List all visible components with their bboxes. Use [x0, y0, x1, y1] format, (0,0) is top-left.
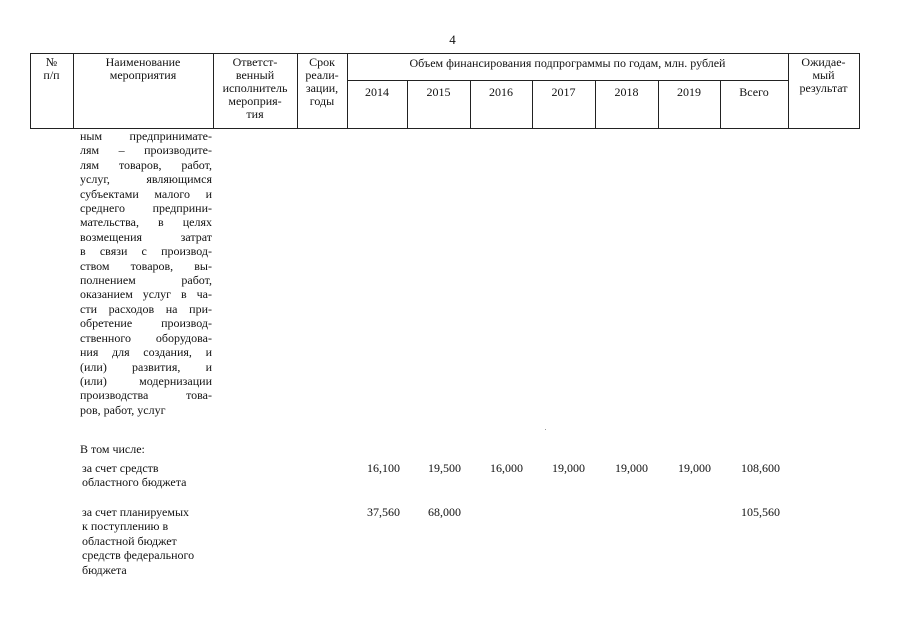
description-line: производства това-	[80, 388, 212, 403]
page-number: 4	[449, 32, 456, 47]
row-label-line: областного бюджета	[82, 475, 187, 490]
year-2018: 2018	[614, 85, 639, 99]
header-text: мый	[812, 68, 835, 82]
description-line: возмещения затрат	[80, 229, 212, 244]
description-line: обретение производ-	[80, 316, 212, 331]
header-text: венный	[235, 68, 275, 82]
year-total: Всего	[739, 85, 769, 99]
header-text: зации,	[305, 81, 339, 95]
header-text: Ожидае-	[801, 55, 846, 69]
row-label-line: за счет планируемых	[82, 505, 190, 519]
description-line: среднего предприни-	[80, 201, 212, 216]
header-text: Наименование	[105, 55, 181, 69]
header-text: Срок	[309, 55, 335, 69]
value-2014: 37,560	[367, 505, 400, 519]
row-label-line: за счет средств	[82, 461, 159, 475]
header-funding: Объем финансирования подпрограммы по годам, млн. рублей	[409, 56, 726, 70]
description-line: ния для создания, и	[80, 345, 212, 360]
including-label: В том числе:	[80, 442, 145, 456]
header-text: исполнитель	[222, 81, 288, 95]
description-line: лям товаров, работ,	[80, 157, 212, 172]
description-line: ным предпринимате-	[80, 129, 212, 143]
description-line: ров, работ, услуг	[80, 402, 166, 417]
value-2016: 16,000	[490, 461, 523, 475]
value-2014: 16,100	[367, 461, 400, 475]
header-top-border	[30, 53, 860, 54]
description-line: мательства, в целях	[80, 215, 212, 230]
description-line: услуг, являющимся	[80, 172, 212, 187]
header-term	[297, 56, 347, 108]
year-2017: 2017	[551, 85, 576, 99]
value-2018: 19,000	[615, 461, 648, 475]
header-text: тия	[246, 107, 264, 121]
header-responsible	[213, 56, 297, 121]
header-border-right	[859, 53, 860, 129]
header-text: Ответст-	[232, 55, 278, 69]
value-2019: 19,000	[678, 461, 711, 475]
description-line: (или) модернизации	[80, 373, 212, 388]
value-2015: 19,500	[428, 461, 461, 475]
header-text: результат	[799, 81, 848, 95]
description-line: сти расходов на при-	[80, 301, 212, 316]
description-line: ственного оборудова-	[80, 330, 212, 345]
header-text: №	[45, 55, 58, 69]
row-label-line: средств федерального	[82, 548, 195, 563]
description-line: субъектами малого и	[80, 186, 212, 201]
value-2015: 68,000	[428, 505, 461, 519]
row-label-regional	[82, 461, 222, 490]
value-total: 108,600	[741, 461, 780, 475]
year-2014: 2014	[365, 85, 389, 99]
header-text: п/п	[43, 68, 60, 82]
row-label-line: областной бюджет	[82, 533, 177, 548]
year-2016: 2016	[489, 85, 513, 99]
row-label-line: бюджета	[82, 562, 127, 577]
description-line: оказанием услуг в ча-	[80, 287, 212, 302]
table-header	[30, 53, 860, 129]
description-line: в связи с производ-	[80, 244, 212, 259]
funding-divider	[347, 80, 788, 81]
value-2017: 19,000	[552, 461, 585, 475]
year-2015: 2015	[426, 85, 451, 99]
description-line: (или) развития, и	[80, 359, 212, 374]
header-text: мероприятия	[109, 68, 177, 82]
value-total: 105,560	[741, 505, 780, 519]
description-line: ством товаров, вы-	[80, 258, 212, 273]
row-label-line: к поступлению в	[82, 519, 169, 534]
header-text: мероприя-	[228, 94, 282, 108]
description-line: лям – производите-	[80, 143, 212, 158]
header-number	[30, 56, 73, 82]
activity-description	[80, 129, 212, 417]
header-result	[788, 56, 859, 95]
scan-speck	[545, 429, 546, 430]
row-label-federal	[82, 505, 222, 577]
year-2019: 2019	[677, 85, 701, 99]
header-text: годы	[309, 94, 335, 108]
description-line: полнением работ,	[80, 273, 212, 288]
header-name	[73, 56, 213, 82]
header-text: реали-	[305, 68, 339, 82]
